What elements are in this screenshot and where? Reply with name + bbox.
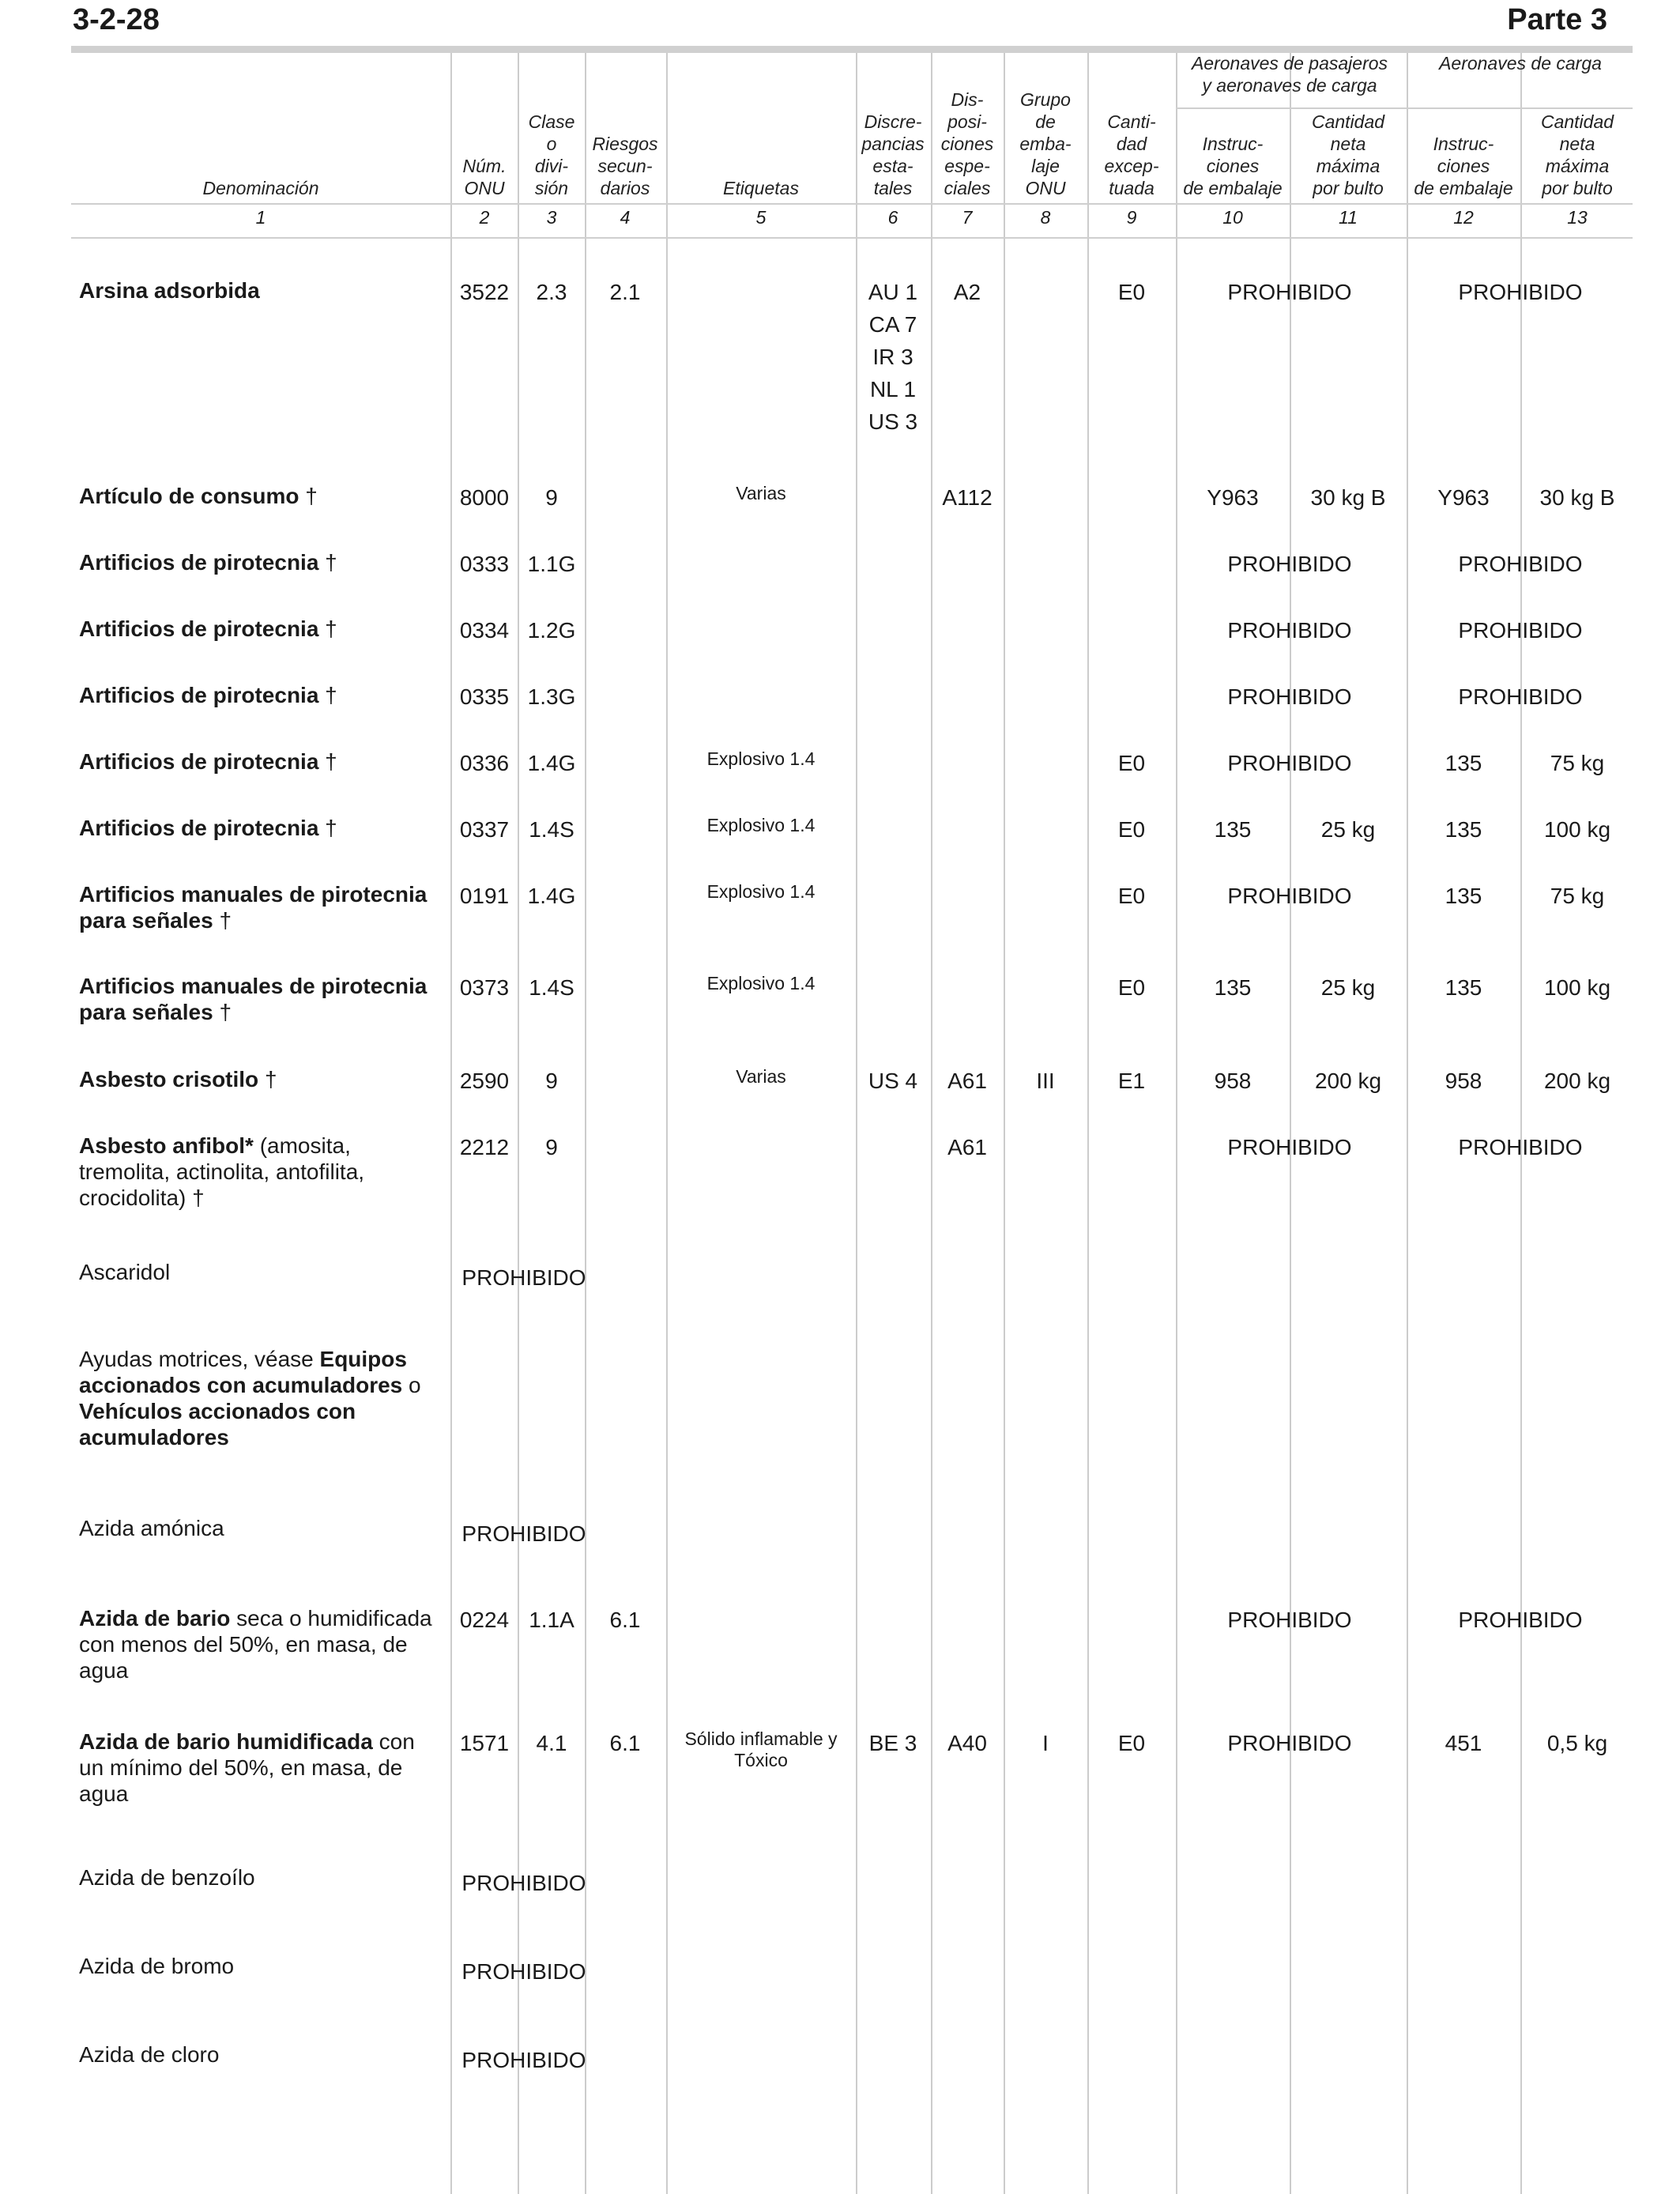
entry-name: Azida de benzoílo (79, 1865, 255, 1890)
class-division: 1.4S (529, 975, 574, 1000)
packing-group: I (1042, 1731, 1049, 1755)
class-division: 1.4G (527, 751, 576, 775)
column-divider (1520, 53, 1522, 2194)
entry-name: Artificios de pirotecnia † (79, 749, 337, 774)
column-number: 11 (1339, 207, 1358, 228)
header-num-onu: Núm. ONU (462, 156, 507, 198)
column-divider (1087, 53, 1089, 2194)
class-division: 1.4G (527, 884, 576, 908)
entry-name: Artificios de pirotecnia † (79, 816, 337, 840)
class-division: 1.4S (529, 817, 574, 842)
excepted-quantity: E0 (1117, 884, 1146, 908)
pax-max-quantity: 25 kg (1320, 975, 1376, 1000)
pax-forbidden: PROHIBIDO (1227, 1135, 1352, 1159)
pax-packing-instruction: 135 (1214, 817, 1252, 842)
header-group-carga: Aeronaves de carga (1439, 53, 1602, 74)
un-number: 2590 (459, 1069, 510, 1093)
header-riesgos: Riesgos secun- darios (592, 134, 658, 198)
cargo-packing-instruction: Y963 (1437, 485, 1490, 510)
class-division: 1.2G (527, 618, 576, 643)
column-number: 2 (479, 207, 490, 228)
class-division: 1.3G (527, 684, 576, 709)
entry-name: Artículo de consumo † (79, 484, 318, 508)
pax-forbidden: PROHIBIDO (1227, 1608, 1352, 1632)
cargo-max-quantity: 0,5 kg (1546, 1731, 1608, 1755)
cargo-packing-instruction: 958 (1445, 1069, 1482, 1093)
cargo-packing-instruction: 135 (1445, 817, 1482, 842)
column-divider (1290, 53, 1291, 2194)
cargo-packing-instruction: 135 (1445, 975, 1482, 1000)
subsidiary-risk: 2.1 (609, 280, 641, 304)
class-division: 1.1G (527, 552, 576, 576)
entry-name: Azida de cloro (79, 2042, 220, 2067)
entry-name: Azida de bario humidificada con un mínimo del 50%, en masa, de agua (79, 1729, 415, 1806)
pax-packing-instruction: 135 (1214, 975, 1252, 1000)
hazard-label: Explosivo 1.4 (706, 973, 816, 993)
pax-packing-instruction: 958 (1214, 1069, 1252, 1093)
column-number: 12 (1453, 207, 1474, 228)
state-variations: BE 3 (868, 1731, 917, 1755)
column-divider (450, 53, 452, 2194)
entry-name: Artificios de pirotecnia † (79, 683, 337, 707)
header-etiquetas: Etiquetas (723, 178, 799, 198)
pax-forbidden: PROHIBIDO (1227, 1731, 1352, 1755)
column-divider (1407, 53, 1408, 2194)
excepted-quantity: E0 (1117, 751, 1146, 775)
class-division: 9 (545, 1069, 558, 1093)
un-number: 0224 (459, 1608, 510, 1632)
cargo-forbidden: PROHIBIDO (1458, 552, 1583, 576)
hazard-label: Sólido inflamable y Tóxico (684, 1728, 838, 1770)
column-number-rule (71, 237, 1633, 239)
excepted-quantity: E1 (1117, 1069, 1146, 1093)
pax-forbidden: PROHIBIDO (1227, 751, 1352, 775)
forbidden-notice: PROHIBIDO (461, 1959, 586, 1984)
entry-name: Artificios manuales de pirotecnia para señales † (79, 882, 428, 933)
pax-max-quantity: 25 kg (1320, 817, 1376, 842)
special-provisions: A40 (947, 1731, 987, 1755)
packing-group: III (1036, 1069, 1055, 1093)
column-number: 4 (620, 207, 631, 228)
pax-forbidden: PROHIBIDO (1227, 618, 1352, 643)
forbidden-notice: PROHIBIDO (461, 1265, 586, 1290)
column-divider (1176, 53, 1177, 2194)
header-cantidad-exceptuada: Canti- dad excep- tuada (1104, 111, 1159, 198)
un-number: 0333 (459, 552, 510, 576)
hazard-label: Explosivo 1.4 (706, 881, 816, 902)
hazard-label: Explosivo 1.4 (706, 748, 816, 769)
subsidiary-risk: 6.1 (609, 1731, 641, 1755)
cargo-max-quantity: 30 kg B (1539, 485, 1615, 510)
pax-max-quantity: 200 kg (1314, 1069, 1382, 1093)
cargo-max-quantity: 75 kg (1550, 751, 1605, 775)
cargo-max-quantity: 100 kg (1543, 975, 1611, 1000)
forbidden-notice: PROHIBIDO (461, 1871, 586, 1895)
entry-name: Azida amónica (79, 1516, 224, 1540)
pax-packing-instruction: Y963 (1207, 485, 1259, 510)
header-clase: Clase o divi- sión (528, 111, 575, 198)
un-number: 1571 (459, 1731, 510, 1755)
state-variations: US 4 (868, 1069, 918, 1093)
column-divider (1004, 53, 1005, 2194)
class-division: 2.3 (536, 280, 567, 304)
entry-name: Ayudas motrices, véase Equipos accionados con acumuladores o Vehículos accionados con acumuladores (79, 1347, 421, 1449)
cargo-packing-instruction: 135 (1445, 751, 1482, 775)
special-provisions: A112 (942, 485, 993, 510)
column-number: 7 (962, 207, 973, 228)
entry-name: Azida de bromo (79, 1954, 235, 1978)
special-provisions: A2 (953, 280, 981, 304)
un-number: 0373 (459, 975, 510, 1000)
column-number: 9 (1126, 207, 1137, 228)
state-variations: AU 1 CA 7 IR 3 NL 1 US 3 (868, 280, 918, 434)
header-pax-cantidad: Cantidad neta máxima por bulto (1311, 111, 1385, 198)
pax-forbidden: PROHIBIDO (1227, 684, 1352, 709)
excepted-quantity: E0 (1117, 975, 1146, 1000)
header-group-pasajeros: Aeronaves de pasajeros y aeronaves de carga (1191, 53, 1388, 96)
header-discrepancias: Discre- pancias esta- tales (861, 111, 925, 198)
cargo-forbidden: PROHIBIDO (1458, 1135, 1583, 1159)
un-number: 0335 (459, 684, 510, 709)
entry-name: Azida de bario seca o humidificada con menos del 50%, en masa, de agua (79, 1606, 432, 1683)
cargo-forbidden: PROHIBIDO (1458, 280, 1583, 304)
class-division: 4.1 (536, 1731, 567, 1755)
entry-name: Asbesto crisotilo † (79, 1067, 277, 1091)
un-number: 0337 (459, 817, 510, 842)
cargo-packing-instruction: 135 (1445, 884, 1482, 908)
cargo-forbidden: PROHIBIDO (1458, 684, 1583, 709)
excepted-quantity: E0 (1117, 280, 1146, 304)
un-number: 8000 (459, 485, 510, 510)
subsidiary-risk: 6.1 (609, 1608, 641, 1632)
pax-forbidden: PROHIBIDO (1227, 280, 1352, 304)
excepted-quantity: E0 (1117, 1731, 1146, 1755)
header-grupo: Grupo de emba- laje ONU (1019, 89, 1072, 198)
column-divider (666, 53, 668, 2194)
column-number: 1 (255, 207, 266, 228)
forbidden-notice: PROHIBIDO (461, 1521, 586, 1546)
un-number: 0334 (459, 618, 510, 643)
cargo-max-quantity: 100 kg (1543, 817, 1611, 842)
header-denominacion: Denominación (202, 178, 319, 198)
group-header-rule (1176, 107, 1633, 109)
un-number: 0336 (459, 751, 510, 775)
forbidden-notice: PROHIBIDO (461, 2048, 586, 2072)
pax-forbidden: PROHIBIDO (1227, 552, 1352, 576)
hazard-label: Varias (736, 483, 786, 503)
column-number: 3 (546, 207, 557, 228)
hazard-label: Explosivo 1.4 (706, 815, 816, 835)
hazard-label: Varias (736, 1066, 786, 1087)
column-number: 5 (755, 207, 767, 228)
column-number: 6 (887, 207, 898, 228)
header-bottom-rule (71, 203, 1633, 205)
entry-name: Ascaridol (79, 1260, 171, 1284)
header-pax-instrucciones: Instruc- ciones de embalaje (1183, 134, 1283, 198)
class-division: 9 (545, 1135, 558, 1159)
entry-name: Arsina adsorbida (79, 278, 260, 303)
excepted-quantity: E0 (1117, 817, 1146, 842)
column-number: 10 (1222, 207, 1243, 228)
entry-name: Artificios manuales de pirotecnia para señales † (79, 974, 428, 1024)
entry-name: Asbesto anfibol* (amosita, tremolita, actinolita, antofilita, crocidolita) † (79, 1133, 365, 1210)
entry-name: Artificios de pirotecnia † (79, 550, 337, 575)
header-cargo-instrucciones: Instruc- ciones de embalaje (1414, 134, 1513, 198)
entry-name: Artificios de pirotecnia † (79, 616, 337, 641)
un-number: 0191 (459, 884, 510, 908)
un-number: 2212 (459, 1135, 510, 1159)
cargo-max-quantity: 75 kg (1550, 884, 1605, 908)
column-number: 8 (1040, 207, 1051, 228)
pax-forbidden: PROHIBIDO (1227, 884, 1352, 908)
pax-max-quantity: 30 kg B (1310, 485, 1386, 510)
cargo-forbidden: PROHIBIDO (1458, 1608, 1583, 1632)
cargo-max-quantity: 200 kg (1543, 1069, 1611, 1093)
cargo-packing-instruction: 451 (1445, 1731, 1482, 1755)
part-label: Parte 3 (1507, 3, 1607, 36)
cargo-forbidden: PROHIBIDO (1458, 618, 1583, 643)
header-disposiciones: Dis- posi- ciones espe- ciales (940, 89, 994, 198)
header-cargo-cantidad: Cantidad neta máxima por bulto (1540, 111, 1614, 198)
special-provisions: A61 (947, 1135, 987, 1159)
special-provisions: A61 (947, 1069, 987, 1093)
class-division: 9 (545, 485, 558, 510)
class-division: 1.1A (529, 1608, 574, 1632)
column-number: 13 (1567, 207, 1588, 228)
un-number: 3522 (459, 280, 510, 304)
page-number: 3-2-28 (73, 3, 160, 36)
